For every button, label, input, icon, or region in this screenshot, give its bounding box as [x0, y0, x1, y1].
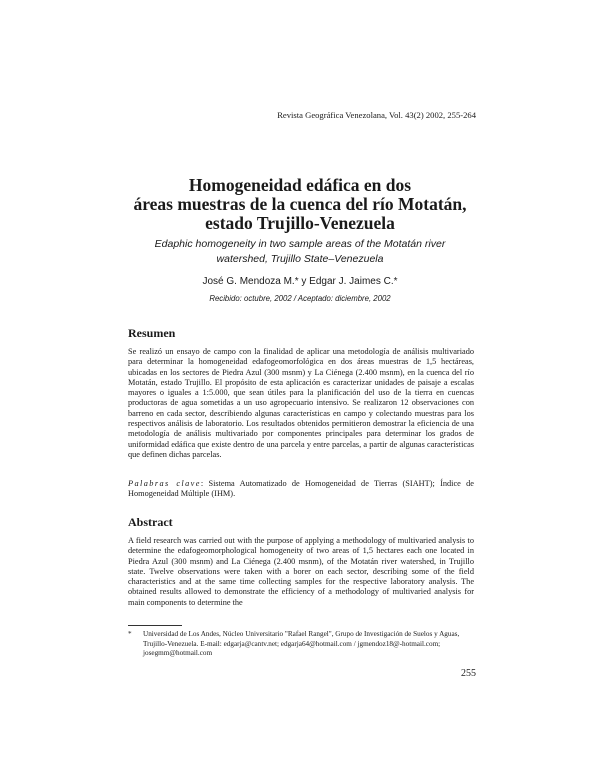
footnote-divider [128, 625, 182, 626]
title-line: Homogeneidad edáfica en dos [188, 175, 412, 195]
footnote-text: Universidad de Los Andes, Núcleo Universitario "Rafael Rangel", Grupo de Investigación de Suelos y Aguas, Trujillo-Venezuela. E-mail: edgarja@cantv.net; edgarja64@hotmail.com / jgmendoz18@-hotmail.com; josegmm@hotmail.com [143, 630, 460, 657]
keywords-paragraph [128, 479, 474, 500]
abstract-heading: Abstract [128, 515, 173, 529]
subtitle-line: Edaphic homogeneity in two sample areas of the Motatán river [154, 238, 446, 250]
article-title [100, 176, 500, 233]
keywords-text: : Sistema Automatizado de Homogeneidad de Tierras (SIAHT); Índice de Homogeneidad Múltiple (IHM). [128, 479, 474, 499]
resumen-body: Se realizó un ensayo de campo con la finalidad de aplicar una metodología de análisis multivariado para determinar la homogeneidad edafogeomorfológica en dos áreas muestras de 1,5 hectáreas, ubicadas en los sectores de Piedra Azul (300 msnm) y La Ciénega (2.400 msnm), en la cuenca del río Motatán, estado Trujillo. El propósito de esta aplicación es caracterizar unidades de paisaje a escalas mayores o iguales a 1:5.000, que sean útiles para la planificación del uso de la tierra en cuencas productoras de agua sometidas a un uso agropecuario intensivo. Se realizaron 12 observaciones con barreno en cada sector, describiendo algunas características en campo y colectando muestras para los respectivos análisis de laboratorio. Los resultados obtenidos permitieron demostrar la eficiencia de una metodología de análisis multivariado por componentes principales para determinar los grados de uniformidad edáfica que existe dentro de una parcela y entre parcelas, a partir de algunas características que definen dichas parcelas. [128, 347, 474, 459]
running-head: Revista Geográfica Venezolana, Vol. 43(2) 2002, 255-264 [277, 110, 476, 120]
title-line: estado Trujillo-Venezuela [205, 213, 395, 233]
keywords-label: Palabras clave [128, 479, 201, 488]
authors: José G. Mendoza M.* y Edgar J. Jaimes C.* [202, 276, 398, 287]
page-number: 255 [461, 668, 476, 679]
subtitle-line: watershed, Trujillo State–Venezuela [216, 253, 384, 265]
footnote-mark: * [128, 630, 132, 638]
received-accepted-dates: Recibido: octubre, 2002 / Aceptado: diciembre, 2002 [209, 294, 391, 303]
abstract-body: A field research was carried out with the purpose of applying a methodology of multivaried analysis to determine the edafogeomorphological homogeneity of two areas of 1,5 hectares each one located in Piedra Azul (300 msnm) and La Ciénega (2.400 msnm), of the Motatán river watershed, in Trujillo state. Twelve observations were taken with a borer on each sector, describing some of the field characteristics and at the same time collecting samples for the respective laboratory analysis. The obtained results allowed to demonstrate the efficiency of a methodology of multivaried analysis for main components to determine the [128, 536, 474, 607]
title-line: áreas muestras de la cuenca del río Motatán, [133, 194, 467, 214]
article-subtitle-english [110, 237, 490, 267]
affiliation-footnote [128, 630, 478, 659]
resumen-heading: Resumen [128, 326, 176, 340]
